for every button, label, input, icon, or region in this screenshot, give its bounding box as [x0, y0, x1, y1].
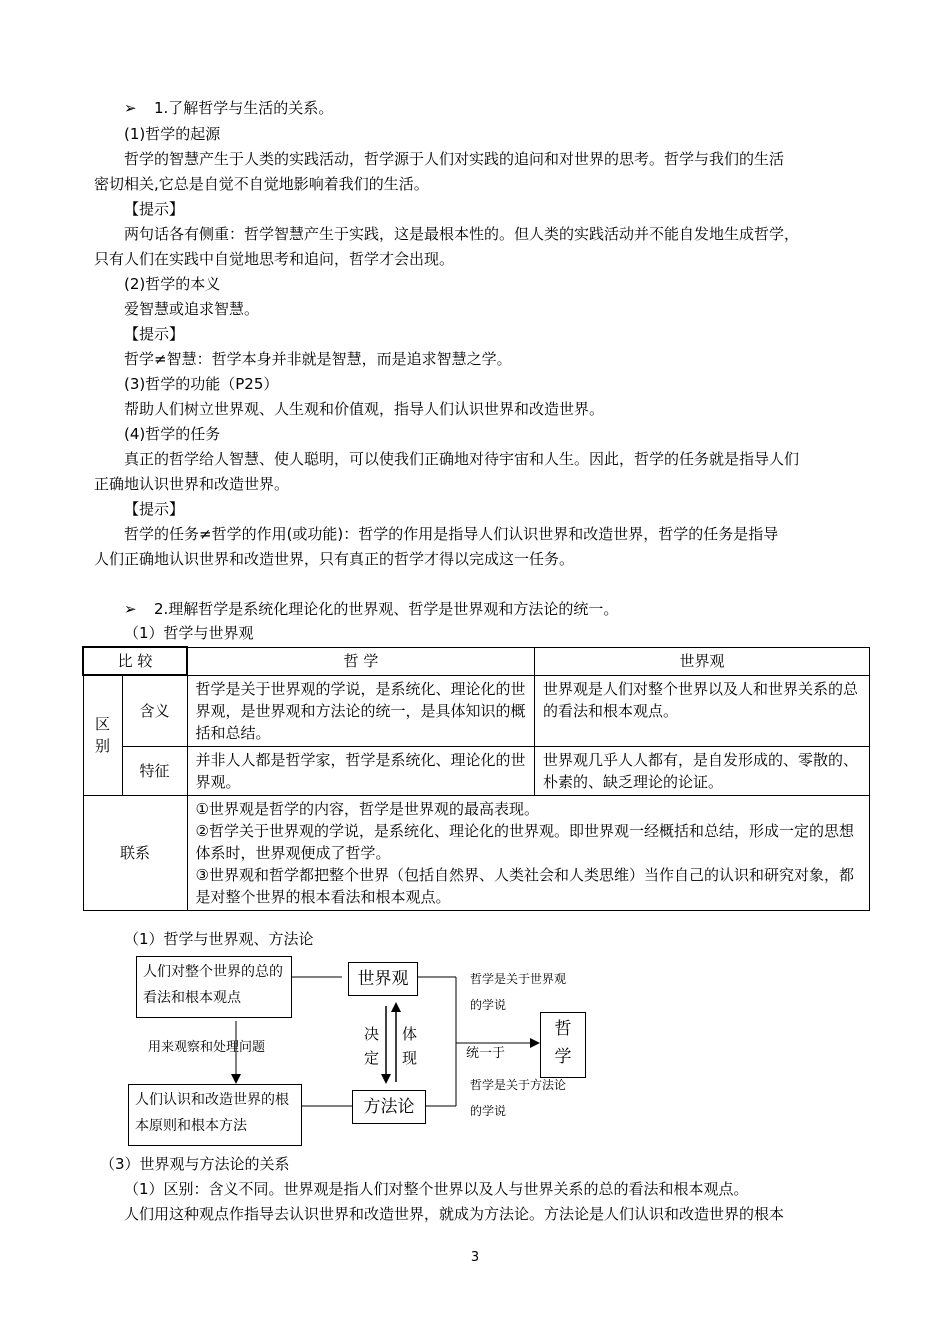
methodology-box: 方法论 [352, 1090, 426, 1124]
task-text-1: 真正的哲学给人智慧、使人聪明，可以使我们正确地对待宇宙和人生。因此，哲学的任务就是指导人们 [124, 450, 800, 468]
header-philosophy: 哲 学 [187, 647, 535, 675]
link-item-2: ②哲学关于世界观的学说，是系统化、理论化的世界观。即世界观一经概括和总结，形成一定的思想体系时，世界观便成了哲学。 [195, 821, 854, 862]
link-label: 联系 [83, 795, 187, 910]
tip3-text-2: 人们正确地认识世界和改造世界，只有真正的哲学才得以完成这一任务。 [94, 550, 575, 568]
origin-text-1: 哲学的智慧产生于人类的实践活动，哲学源于人们对实践的追问和对世界的思考。哲学与我们的生活 [124, 150, 785, 168]
task-heading: (4)哲学的任务 [124, 425, 221, 443]
tip-label: 【提示】 [124, 500, 185, 518]
page-number: 3 [470, 1250, 480, 1265]
worldview-definition-box: 人们对整个世界的总的看法和根本观点 [136, 956, 292, 1018]
worldview-box: 世界观 [348, 962, 418, 996]
unify-label: 统一于 [466, 1046, 506, 1061]
cell-worldview-meaning: 世界观是人们对整个世界以及人和世界关系的总的看法和根本观点。 [535, 675, 870, 746]
embody-label: 体 现 [402, 1025, 418, 1067]
arrow-bullet-icon: ➢ [124, 99, 137, 117]
cell-philosophy-feature: 并非人人都是哲学家，哲学是系统化、理论化的世界观。 [187, 746, 535, 795]
tip1-text-1: 两句话各有侧重：哲学智慧产生于实践，这是最根本性的。但人类的实践活动并不能自发地生成哲学， [124, 225, 800, 243]
header-worldview: 世界观 [535, 647, 870, 675]
cell-philosophy-meaning: 哲学是关于世界观的学说，是系统化、理论化的世界观，是世界观和方法论的统一，是具体知识的概括和总结。 [187, 675, 535, 746]
section1-heading: ➢ 1.了解哲学与生活的关系。 [124, 99, 334, 117]
arrow-bullet-icon: ➢ [124, 600, 137, 618]
methodology-definition-box: 人们认识和改造世界的根本原则和根本方法 [128, 1084, 302, 1146]
function-heading: (3)哲学的功能（P25） [124, 375, 279, 393]
philosophy-worldview-label: 哲学是关于世界观的学说 [470, 972, 567, 1012]
relation-text-1: （1）区别：含义不同。世界观是指人们对整个世界以及人与世界关系的总的看法和根本观点。 [124, 1180, 749, 1198]
relation-text-2: 人们用这种观点作指导去认识世界和改造世界，就成为方法论。方法论是人们认识和改造世界的根本 [124, 1205, 785, 1223]
meaning-heading: (2)哲学的本义 [124, 275, 221, 293]
row-label-meaning: 含义 [122, 675, 187, 746]
philosophy-box: 哲 学 [540, 1012, 586, 1078]
tip3-text-1: 哲学的任务≠哲学的作用(或功能)：哲学的作用是指导人们认识世界和改造世界，哲学的任务是指导 [124, 525, 779, 543]
philosophy-methodology-label: 哲学是关于方法论的学说 [470, 1078, 567, 1118]
header-compare: 比 较 [83, 647, 187, 675]
tip-label: 【提示】 [124, 325, 185, 343]
sub-heading-worldview: （1）哲学与世界观 [124, 624, 254, 642]
section2-heading: ➢ 2.理解哲学是系统化理论化的世界观、哲学是世界观和方法论的统一。 [124, 600, 619, 618]
row-label-feature: 特征 [122, 746, 187, 795]
tip2-text: 哲学≠智慧：哲学本身并非就是智慧，而是追求智慧之学。 [124, 350, 512, 368]
diff-label: 区 别 [83, 675, 122, 795]
meaning-text: 爱智慧或追求智慧。 [124, 300, 260, 318]
origin-heading: (1)哲学的起源 [124, 125, 221, 143]
tip1-text-2: 只有人们在实践中自觉地思考和追问，哲学才会出现。 [94, 250, 455, 268]
task-text-2: 正确地认识世界和改造世界。 [94, 475, 290, 493]
sub-heading-diagram: （1）哲学与世界观、方法论 [124, 930, 314, 948]
decide-label: 决 定 [364, 1025, 380, 1067]
link-item-1: ①世界观是哲学的内容，哲学是世界观的最高表现。 [195, 799, 539, 818]
use-label: 用来观察和处理问题 [148, 1040, 266, 1055]
function-text: 帮助人们树立世界观、人生观和价值观，指导人们认识世界和改造世界。 [124, 400, 605, 418]
sub-heading-relation: （3）世界观与方法论的关系 [100, 1155, 290, 1173]
tip-label: 【提示】 [124, 200, 185, 218]
cell-worldview-feature: 世界观几乎人人都有，是自发形成的、零散的、朴素的、缺乏理论的论证。 [535, 746, 870, 795]
origin-text-2: 密切相关,它总是自觉不自觉地影响着我们的生活。 [94, 175, 429, 193]
link-item-3: ③世界观和哲学都把整个世界（包括自然界、人类社会和人类思维）当作自己的认识和研究对象，都是对整个世界的根本看法和根本观点。 [195, 865, 854, 906]
